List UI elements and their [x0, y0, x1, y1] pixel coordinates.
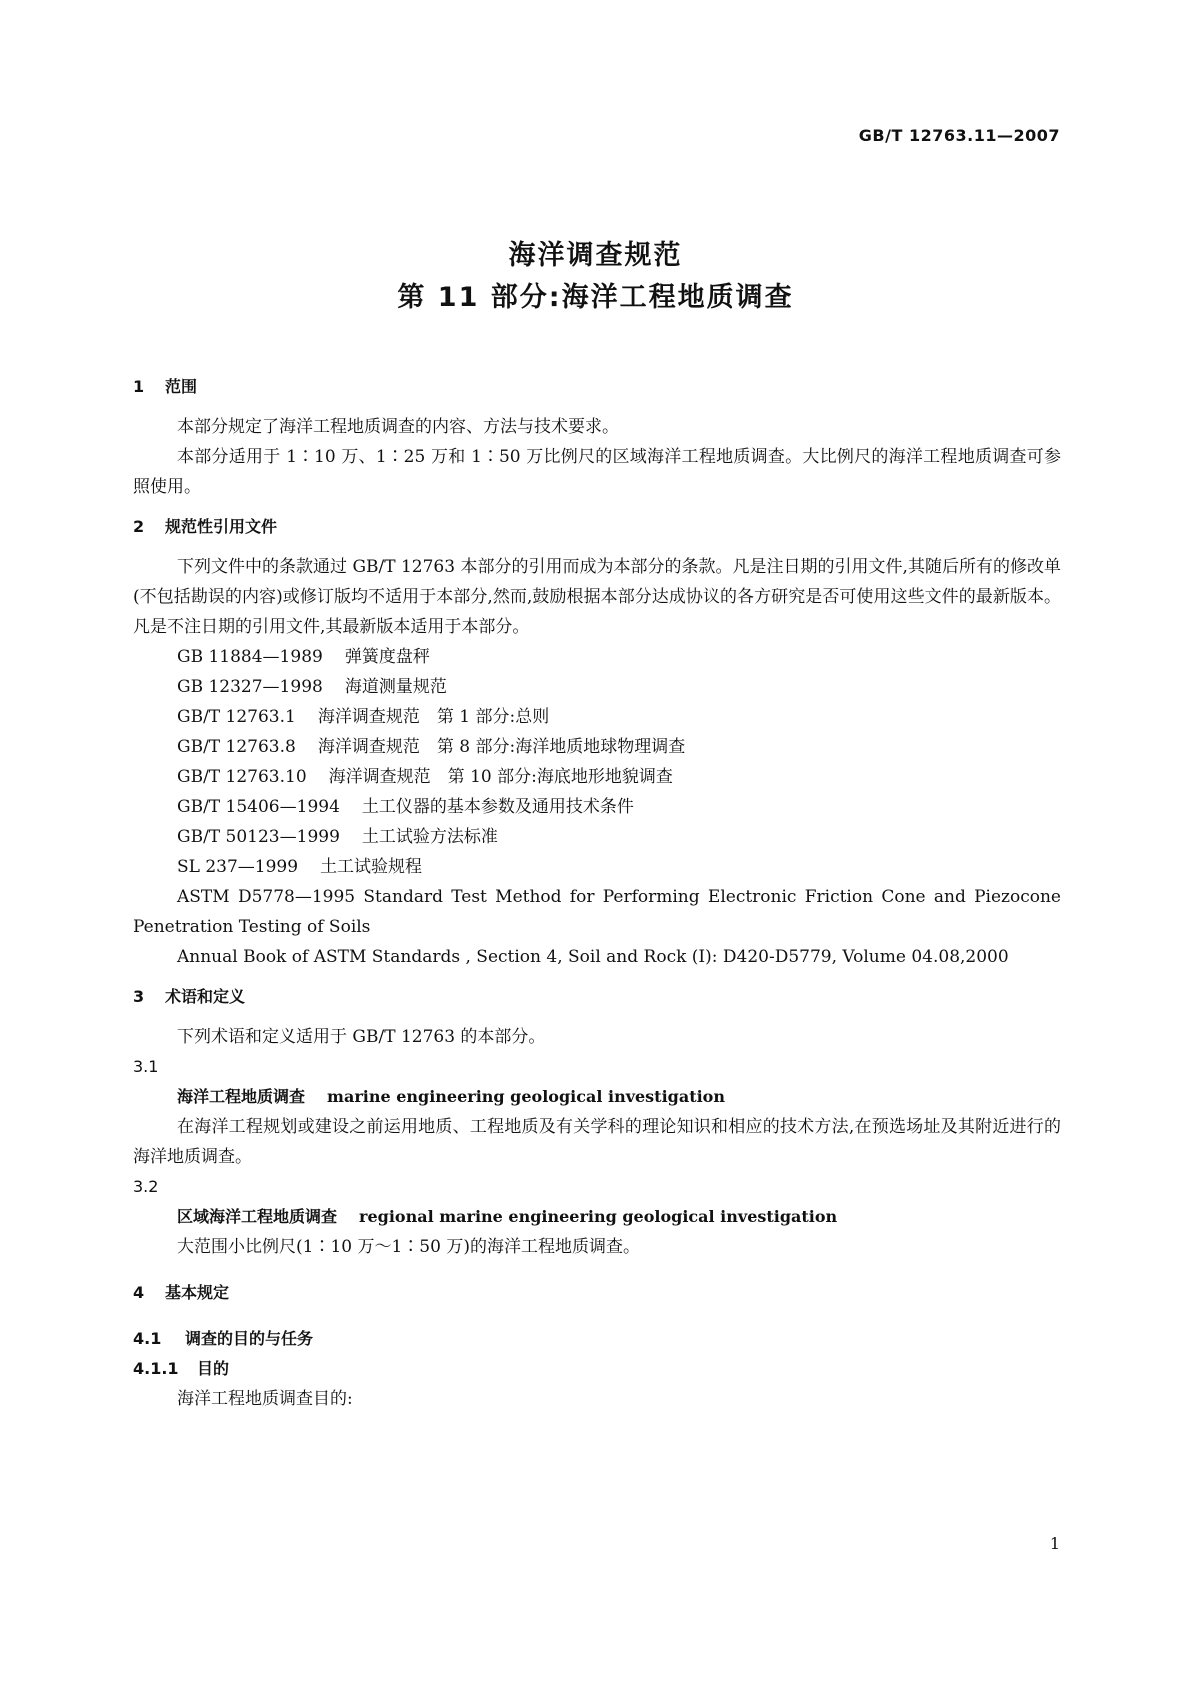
reference-code: GB/T 12763.10 — [177, 767, 307, 787]
section-number: 3 — [133, 987, 145, 1006]
term-definition: 在海洋工程规划或建设之前运用地质、工程地质及有关学科的理论知识和相应的技术方法,在预选场址及其附近进行的海洋地质调查。 — [133, 1117, 1061, 1167]
reference-title: 土工仪器的基本参数及通用技术条件 — [361, 797, 634, 817]
term-en: marine engineering geological investigation — [327, 1087, 725, 1106]
section-heading-normative-references — [133, 512, 1061, 542]
reference-item — [133, 642, 1061, 672]
subsubsection-number: 4.1.1 — [133, 1359, 179, 1378]
reference-item — [133, 762, 1061, 792]
references-intro: 下列文件中的条款通过 GB/T 12763 本部分的引用而成为本部分的条款。凡是注日期的引用文件,其随后所有的修改单(不包括勘误的内容)或修订版均不适用于本部分,然而,鼓励根据本部分达成协议的各方研究是否可使用这些文件的最新版本。凡是不注日期的引用文件,其最新版本适用于本部分。 — [133, 557, 1061, 637]
standard-code: GB/T 12763.11—2007 — [858, 126, 1060, 145]
reference-title: 海洋调查规范 第 10 部分:海底地形地貌调查 — [328, 767, 673, 787]
reference-item — [133, 732, 1061, 762]
reference-annual-book: Annual Book of ASTM Standards , Section 4, Soil and Rock (I): D420-D5779, Volume 04.08,2000 — [177, 947, 1009, 967]
reference-code: GB/T 15406—1994 — [177, 797, 340, 817]
document-title-part: 第 11 部分:海洋工程地质调查 — [397, 282, 794, 313]
section-title: 基本规定 — [165, 1283, 230, 1302]
subsubsection-title: 目的 — [197, 1359, 230, 1378]
purpose-paragraph: 海洋工程地质调查目的: — [177, 1389, 353, 1409]
reference-title: 海洋调查规范 第 8 部分:海洋地质地球物理调查 — [317, 737, 686, 757]
reference-code: GB/T 50123—1999 — [177, 827, 340, 847]
reference-code: GB/T 12763.8 — [177, 737, 296, 757]
reference-item — [133, 702, 1061, 732]
section-heading-terms — [133, 982, 1061, 1012]
section-title: 术语和定义 — [165, 987, 246, 1006]
scope-paragraph-1: 本部分规定了海洋工程地质调查的内容、方法与技术要求。 — [177, 417, 619, 437]
subsection-heading-purpose-tasks — [133, 1324, 1061, 1354]
reference-code: GB/T 12763.1 — [177, 707, 296, 727]
term-zh: 海洋工程地质调查 — [177, 1087, 306, 1106]
scope-paragraph-2: 本部分适用于 1∶10 万、1∶25 万和 1∶50 万比例尺的区域海洋工程地质调查。大比例尺的海洋工程地质调查可参照使用。 — [133, 447, 1061, 497]
term-heading — [133, 1082, 1061, 1112]
reference-title: 海道测量规范 — [344, 677, 447, 697]
term-definition: 大范围小比例尺(1∶10 万～1∶50 万)的海洋工程地质调查。 — [177, 1237, 640, 1257]
reference-title: 弹簧度盘秤 — [344, 647, 430, 667]
reference-title: 土工试验规程 — [320, 857, 423, 877]
reference-code: SL 237—1999 — [177, 857, 299, 877]
term-number: 3.2 — [133, 1177, 159, 1196]
section-number: 2 — [133, 517, 145, 536]
terms-intro: 下列术语和定义适用于 GB/T 12763 的本部分。 — [177, 1027, 546, 1047]
term-number: 3.1 — [133, 1057, 159, 1076]
reference-code: GB 12327—1998 — [177, 677, 323, 697]
section-heading-scope — [133, 372, 1061, 402]
document-title-main: 海洋调查规范 — [508, 240, 683, 271]
reference-title: 海洋调查规范 第 1 部分:总则 — [317, 707, 550, 727]
term-en: regional marine engineering geological investigation — [359, 1207, 838, 1226]
section-title: 规范性引用文件 — [165, 517, 278, 536]
reference-item — [133, 822, 1061, 852]
reference-code: GB 11884—1989 — [177, 647, 323, 667]
subsection-title: 调查的目的与任务 — [185, 1329, 314, 1348]
reference-item — [133, 792, 1061, 822]
section-number: 4 — [133, 1283, 145, 1302]
reference-title: 土工试验方法标准 — [361, 827, 498, 847]
section-title: 范围 — [165, 377, 198, 396]
page-number: 1 — [1049, 1534, 1060, 1553]
reference-item — [133, 672, 1061, 702]
subsubsection-heading-purpose — [133, 1354, 1061, 1384]
reference-item — [133, 852, 1061, 882]
section-number: 1 — [133, 377, 145, 396]
term-heading — [133, 1202, 1061, 1232]
term-zh: 区域海洋工程地质调查 — [177, 1207, 338, 1226]
document-body — [133, 372, 1061, 1414]
section-heading-basic-provisions — [133, 1278, 1061, 1308]
reference-astm: ASTM D5778—1995 Standard Test Method for Performing Electronic Friction Cone and Piezocone Penetration Testing of Soils — [133, 887, 1061, 937]
subsection-number: 4.1 — [133, 1329, 162, 1348]
